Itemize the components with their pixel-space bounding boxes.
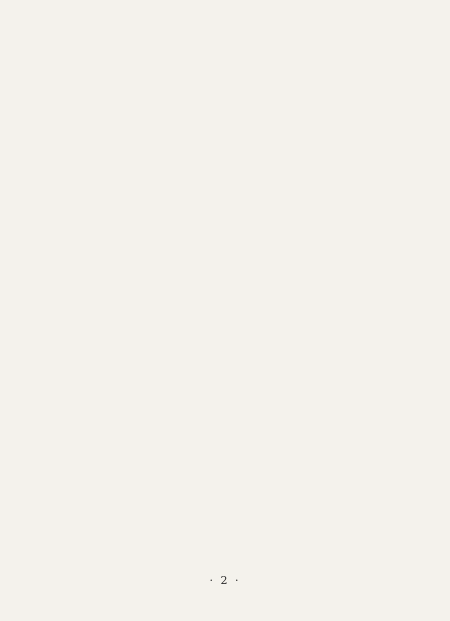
left-text-column xyxy=(48,22,226,569)
page-number: · 2 · xyxy=(209,574,241,587)
right-text-column xyxy=(246,22,424,569)
